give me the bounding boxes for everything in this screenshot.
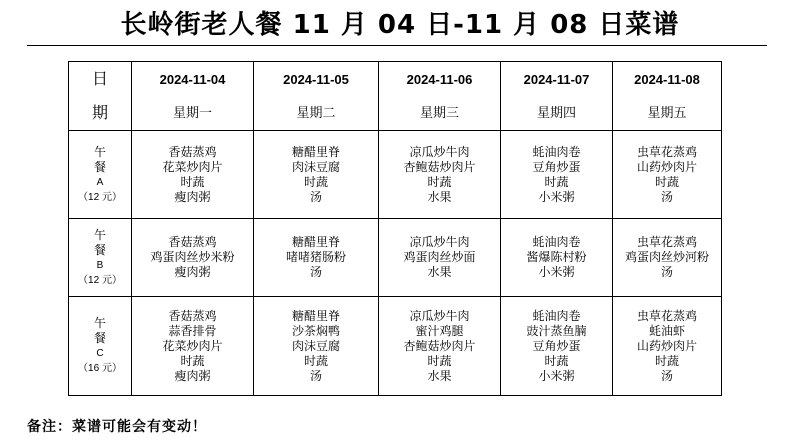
meal-type-letter: B <box>96 259 104 271</box>
dish-item: 糖醋里脊 <box>291 308 340 323</box>
dish-item: 山药炒肉片 <box>636 159 697 174</box>
dish-item: 时蔬 <box>654 353 679 368</box>
dish-item: 蚝油肉卷 <box>532 308 581 323</box>
day-header-char: 日 <box>91 69 108 88</box>
date-label: 2024-11-05 <box>283 71 349 87</box>
dish-item: 沙茶焖鸭 <box>291 323 340 338</box>
date-label: 2024-11-08 <box>634 71 700 87</box>
meal-label-line: 餐 <box>93 331 106 345</box>
dish-item: 瘦肉粥 <box>174 265 211 279</box>
dish-item: 时蔬 <box>180 353 205 368</box>
weekday-label: 星期五 <box>647 105 687 121</box>
day-column-header <box>501 62 613 131</box>
dish-item: 花菜炒肉片 <box>162 159 223 174</box>
day-header-cell <box>69 62 132 131</box>
meal-price: （16 元） <box>78 363 122 374</box>
weekday-label: 星期三 <box>419 105 459 121</box>
weekday-label: 星期四 <box>536 105 576 121</box>
dish-item: 啫啫猪肠粉 <box>285 250 346 264</box>
dish-item: 蜜汁鸡腿 <box>415 323 464 338</box>
dish-item: 蒜香排骨 <box>168 323 217 338</box>
dish-cell <box>254 297 379 396</box>
dish-item: 杏鲍菇炒肉片 <box>403 159 476 174</box>
dish-item: 山药炒肉片 <box>636 338 697 353</box>
meal-label-cell <box>69 131 132 219</box>
dish-cell <box>379 297 501 396</box>
meal-price: （12 元） <box>78 191 122 203</box>
dish-cell <box>613 131 722 219</box>
dish-item: 水果 <box>427 265 452 279</box>
dish-cell <box>379 131 501 219</box>
dish-item: 虫草花蒸鸡 <box>636 144 697 159</box>
day-column-header <box>254 62 379 131</box>
date-label: 2024-11-04 <box>159 71 226 87</box>
day-header-char: 期 <box>91 103 108 122</box>
dish-cell <box>501 131 613 219</box>
dish-item: 汤 <box>309 368 322 383</box>
dish-item: 水果 <box>427 368 452 383</box>
dish-item: 小米粥 <box>538 189 575 204</box>
dish-cell <box>613 297 722 396</box>
dish-item: 时蔬 <box>544 174 569 189</box>
dish-item: 凉瓜炒牛肉 <box>409 308 470 323</box>
dish-item: 汤 <box>660 368 673 383</box>
meal-type-letter: A <box>96 176 104 188</box>
dish-item: 蚝油虾 <box>648 323 685 338</box>
dish-item: 花菜炒肉片 <box>162 338 223 353</box>
meal-row-b <box>69 219 722 297</box>
dish-cell <box>132 297 254 396</box>
dish-item: 肉沫豆腐 <box>291 159 340 174</box>
dish-item: 时蔬 <box>544 353 569 368</box>
meal-row-c <box>69 297 722 396</box>
meal-label-line: 餐 <box>93 159 106 174</box>
date-label: 2024-11-06 <box>406 71 473 87</box>
day-column-header <box>613 62 722 131</box>
meal-label-line: 午 <box>93 316 106 330</box>
dish-cell <box>379 219 501 297</box>
meal-label-cell <box>69 297 132 396</box>
meal-label-cell <box>69 219 132 297</box>
dish-cell <box>132 131 254 219</box>
dish-item: 蚝油肉卷 <box>532 144 581 159</box>
dish-item: 肉沫豆腐 <box>291 338 340 353</box>
dish-item: 时蔬 <box>654 174 679 189</box>
day-column-header <box>379 62 501 131</box>
dish-item: 时蔬 <box>180 174 205 189</box>
dish-item: 糖醋里脊 <box>291 235 340 249</box>
meal-label-line: 午 <box>93 144 106 159</box>
weekday-label: 星期一 <box>172 105 212 121</box>
dish-cell <box>132 219 254 297</box>
dish-item: 时蔬 <box>427 353 452 368</box>
dish-item: 凉瓜炒牛肉 <box>409 235 470 249</box>
dish-cell <box>501 297 613 396</box>
dish-item: 鸡蛋肉丝炒米粉 <box>150 250 235 264</box>
dish-item: 汤 <box>660 265 673 279</box>
title-underline <box>27 45 767 46</box>
dish-item: 香菇蒸鸡 <box>168 235 217 249</box>
day-column-header <box>132 62 254 131</box>
dish-item: 汤 <box>309 265 322 279</box>
dish-cell <box>501 219 613 297</box>
dish-item: 鸡蛋肉丝炒面 <box>403 250 476 264</box>
dish-cell <box>254 131 379 219</box>
dish-item: 汤 <box>660 189 673 204</box>
dish-item: 糖醋里脊 <box>291 144 340 159</box>
dish-item: 杏鲍菇炒肉片 <box>403 338 476 353</box>
dish-item: 豆角炒蛋 <box>532 338 581 353</box>
header-row <box>69 62 722 131</box>
footnote: 备注：菜谱可能会有变动！ <box>27 419 207 435</box>
dish-item: 香菇蒸鸡 <box>168 144 217 159</box>
dish-item: 鸡蛋肉丝炒河粉 <box>624 250 709 264</box>
weekday-label: 星期二 <box>296 105 336 121</box>
dish-item: 瘦肉粥 <box>174 368 211 383</box>
dish-item: 蚝油肉卷 <box>532 235 581 249</box>
meal-label-line: 餐 <box>93 242 106 257</box>
dish-item: 凉瓜炒牛肉 <box>409 144 470 159</box>
dish-item: 汤 <box>309 189 322 204</box>
dish-item: 水果 <box>427 189 452 204</box>
dish-item: 时蔬 <box>427 174 452 189</box>
menu-table <box>68 61 722 396</box>
meal-label-line: 午 <box>93 227 106 242</box>
dish-item: 时蔬 <box>303 353 328 368</box>
dish-item: 时蔬 <box>303 174 328 189</box>
date-label: 2024-11-07 <box>523 71 590 87</box>
page-title: 长岭街老人餐 11 月 04 日-11 月 08 日菜谱 <box>120 10 680 40</box>
dish-cell <box>613 219 722 297</box>
dish-item: 瘦肉粥 <box>174 189 211 204</box>
dish-item: 小米粥 <box>538 368 575 383</box>
dish-item: 小米粥 <box>538 265 575 279</box>
dish-item: 豆角炒蛋 <box>532 159 581 174</box>
dish-item: 虫草花蒸鸡 <box>636 235 697 249</box>
dish-cell <box>254 219 379 297</box>
meal-row-a <box>69 131 722 219</box>
dish-item: 虫草花蒸鸡 <box>636 308 697 323</box>
dish-item: 香菇蒸鸡 <box>168 308 217 323</box>
dish-item: 豉汁蒸鱼腩 <box>526 323 587 338</box>
meal-type-letter: C <box>96 348 104 359</box>
dish-item: 酱爆陈村粉 <box>526 250 587 264</box>
meal-price: （12 元） <box>78 274 122 286</box>
